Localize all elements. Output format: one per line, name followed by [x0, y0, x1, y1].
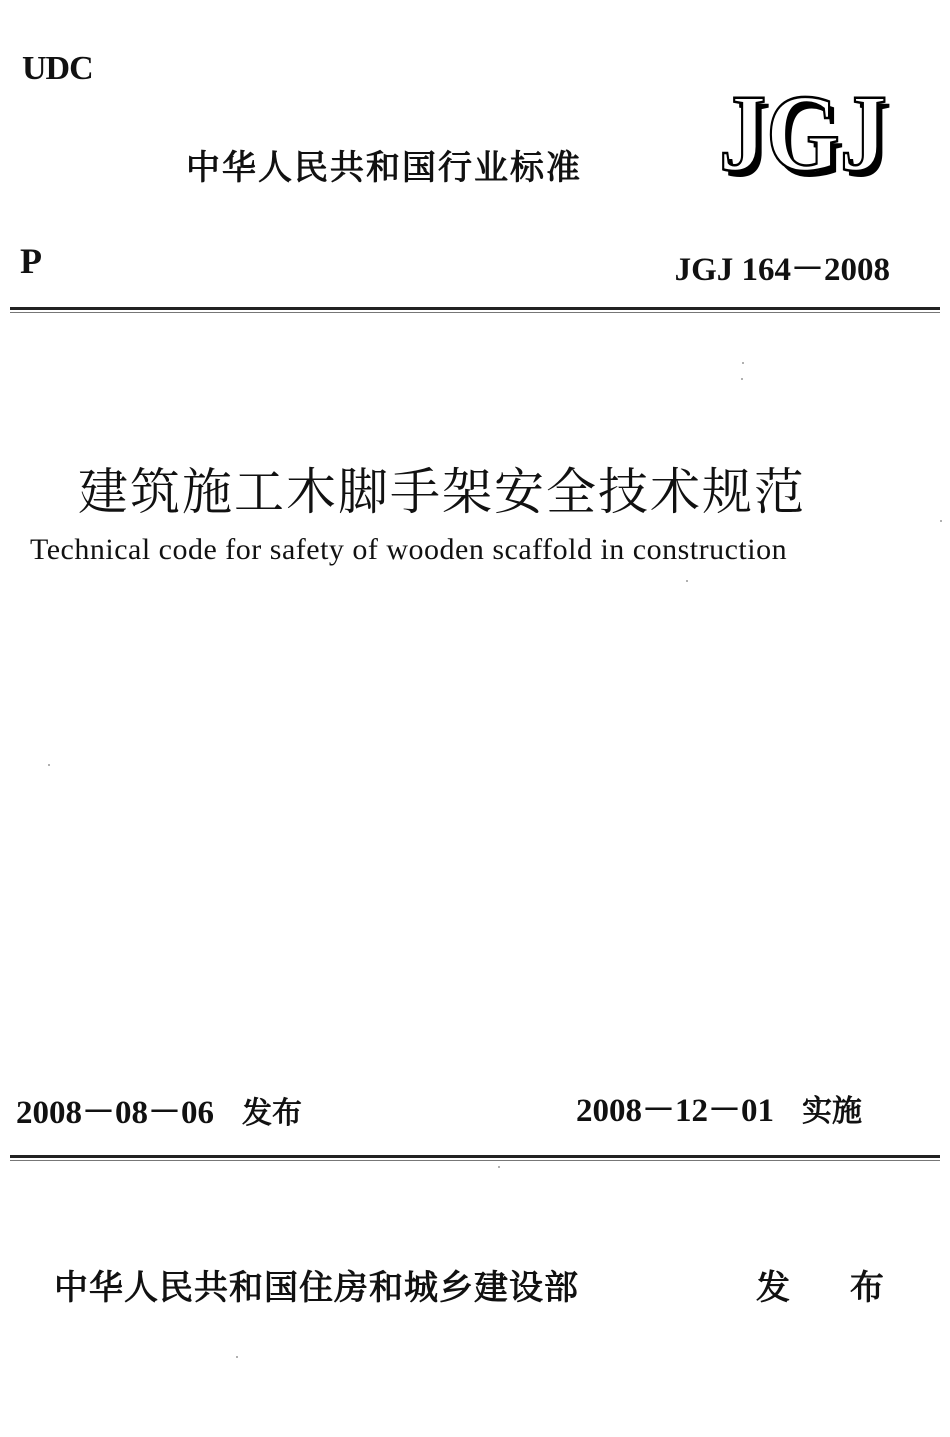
standard-code: JGJ 164－2008 — [674, 252, 890, 288]
scan-speck — [686, 580, 688, 582]
effective-date: 2008－12－01 — [576, 1093, 774, 1129]
jgj-logo-shadow: JGJ — [724, 82, 892, 186]
scan-speck — [742, 362, 744, 364]
scan-speck — [48, 764, 50, 766]
issuing-authority: 中华人民共和国住房和城乡建设部 — [54, 1268, 579, 1308]
effective-label: 实施 — [802, 1094, 862, 1129]
issue-label: 发布 — [242, 1096, 302, 1131]
jgj-logo — [712, 82, 896, 186]
effective-date-block — [576, 1084, 862, 1131]
document-title-english: Technical code for safety of wooden scaffold in construction — [30, 533, 788, 566]
scan-speck — [236, 1356, 238, 1358]
issue-date-block — [16, 1086, 302, 1133]
footer-divider — [10, 1155, 940, 1158]
issuing-label: 发 布 — [756, 1268, 908, 1308]
document-title-chinese: 建筑施工木脚手架安全技术规范 — [78, 463, 806, 521]
category-letter: P — [20, 241, 42, 281]
header-divider — [10, 307, 940, 310]
udc-label: UDC — [22, 50, 93, 87]
scan-speck — [940, 520, 942, 522]
scan-speck — [498, 1166, 500, 1168]
industry-standard-heading: 中华人民共和国行业标准 — [186, 148, 582, 188]
issue-date: 2008－08－06 — [16, 1095, 214, 1131]
scan-speck — [741, 378, 743, 380]
jgj-logo-face: JGJ — [719, 82, 887, 186]
